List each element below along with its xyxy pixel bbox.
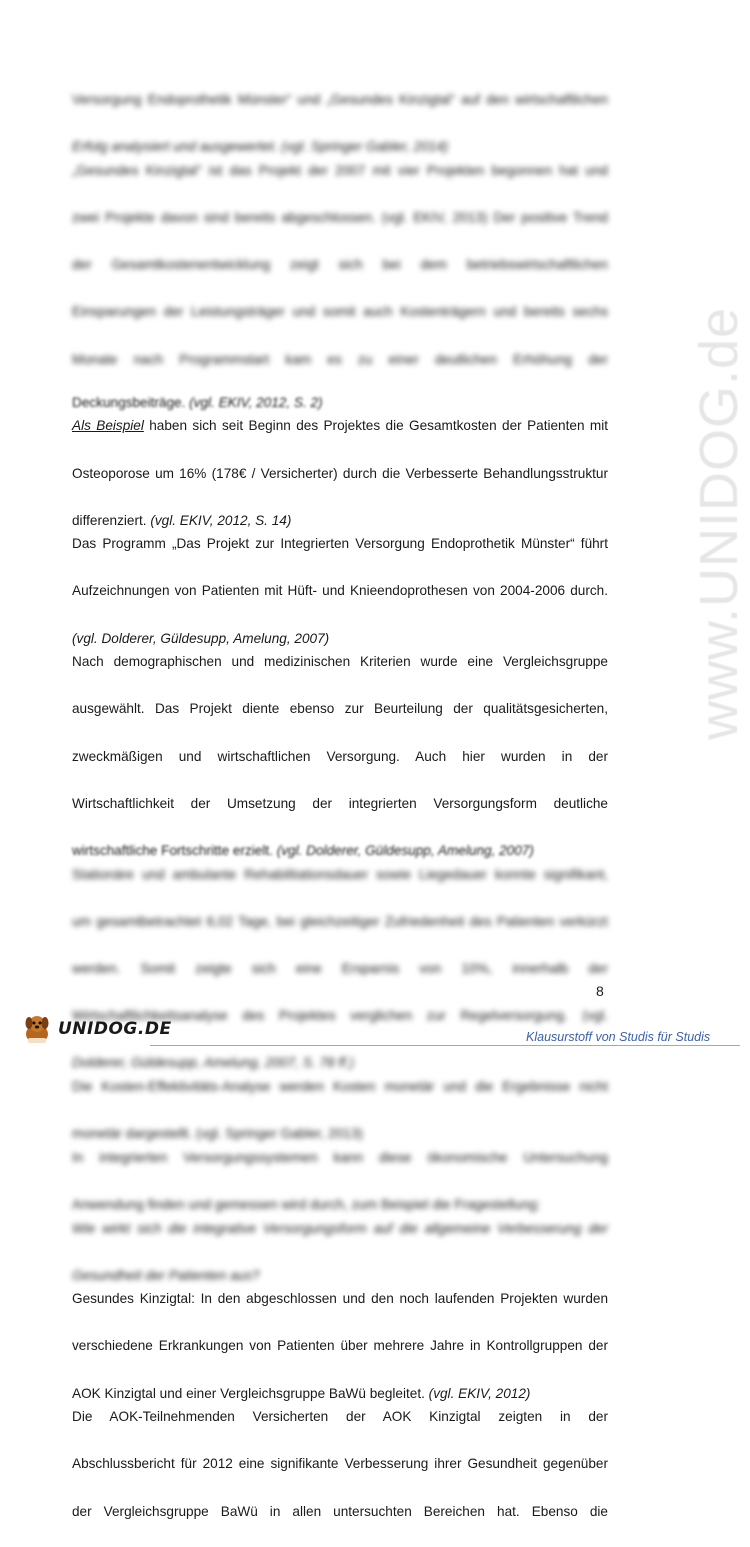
text-line: verschiedene Erkrankungen von Patienten über mehrere Jahre in Kontrollgruppen der (72, 1338, 608, 1354)
citation: (vgl. Dolderer, Güldesupp, Amelung, 2007) (72, 630, 330, 646)
text-line: Die AOK-Teilnehmenden Versicherten der AOK Kinzigtal zeigten in der (72, 1409, 608, 1425)
blurred-line: Wie wirkt sich die integrative Versorgungsform auf die allgemeine Verbesserung der (72, 1220, 608, 1236)
footer-tagline: Klausurstoff von Studis für Studis (526, 1030, 711, 1044)
text-line: der Vergleichsgruppe BaWü in allen untersuchten Bereichen hat. Ebenso die (72, 1503, 608, 1519)
blurred-line: Anwendung finden und gemessen wird durch, zum Beispiel die Fragestellung: (72, 1196, 541, 1212)
citation: (vgl. EKIV, 2012, S. 14) (150, 512, 292, 528)
blurred-line: Einsparungen der Leistungsträger und somit auch Kostenträgern und bereits sechs (72, 304, 608, 320)
blurred-line: Monate nach Programmstart kam es zu einer deutlichen Erhöhung der (72, 351, 608, 367)
citation: (vgl. EKIV, 2012) (428, 1385, 531, 1401)
text-line: ausgewählt. Das Projekt diente ebenso zur Beurteilung der qualitätsgesicherten, (72, 701, 608, 717)
dog-icon (20, 1012, 54, 1046)
blurred-line: monetär dargestellt. (vgl. Springer Gabler, 2013) (72, 1126, 363, 1142)
blurred-line: Wirtschaftlichkeitsanalyse des Projektes verglichen zur Regelversorgung. (vgl. (72, 1008, 608, 1024)
paragraph-programm (72, 532, 608, 650)
unidog-logo (20, 1012, 172, 1046)
blurred-section-middle (72, 863, 608, 1288)
blurred-section-top (72, 88, 608, 395)
blurred-line: der Gesamtkostenentwicklung zeigt sich bei dem betriebswirtschaftlichen (72, 257, 608, 273)
logo-text: UNIDOG.DE (58, 1019, 172, 1039)
paragraph-beispiel (72, 414, 608, 532)
deckung-text: Deckungsbeiträge. (72, 394, 190, 410)
text-line: Gesundes Kinzigtal: In den abgeschlossen und den noch laufenden Projekten wurden (72, 1291, 608, 1307)
citation: (vgl. EKIV, 2012, S. 2) (189, 394, 323, 410)
text-line: haben sich seit Beginn des Projektes die Gesamtkosten der Patienten mit (143, 418, 609, 434)
paragraph-demographisch (72, 650, 608, 862)
blurred-line: Dolderer, Güldesupp, Amelung, 2007, S. 78 ff.) (72, 1055, 355, 1071)
text-line: wirtschaftliche Fortschritte erzielt. (72, 843, 277, 858)
blurred-line: werden. Somit zeigte sich eine Ersparnis von 10%, innerhalb der (72, 960, 608, 976)
watermark: www.UNIDOG.de (689, 306, 749, 740)
text-line: Aufzeichnungen von Patienten mit Hüft- und Knieendoprothesen von 2004-2006 durch. (72, 583, 608, 599)
citation: (vgl. Dolderer, Güldesupp, Amelung, 2007) (276, 843, 534, 858)
page-number: 8 (596, 983, 604, 999)
text-line: Wirtschaftlichkeit der Umsetzung der integrierten Versorgungsform deutliche (72, 795, 608, 811)
als-beispiel-link[interactable]: Als Beispiel (72, 418, 144, 434)
text-line: Abschlussbericht für 2012 eine signifikante Verbesserung ihrer Gesundheit gegenüber (72, 1456, 608, 1472)
blurred-line: zwei Projekte davon sind bereits abgeschlossen. (vgl. EKIV, 2013) Der positive Trend (72, 209, 608, 225)
paragraph-kinzigtal (72, 1287, 608, 1405)
text-line: zweckmäßigen und wirtschaftlichen Versorgung. Auch hier wurden in der (72, 748, 608, 764)
blurred-line: Stationäre und ambulante Rehabilitationsdauer sowie Liegedauer konnte signifikant, (72, 866, 608, 882)
blurred-line: um gesamtbetrachtet 6,02 Tage, bei gleichzeitiger Zufriedenheit des Patienten verkürzt (72, 913, 608, 929)
blurred-line: Die Kosten-Effektivitäts-Analyse werden Kosten monetär und die Ergebnisse nicht (72, 1078, 608, 1094)
blurred-line: Gesundheit der Patienten aus? (72, 1267, 260, 1283)
paragraph-aok (72, 1405, 608, 1547)
text-line: Das Programm „Das Projekt zur Integrierten Versorgung Endoprothetik Münster“ führt (72, 536, 608, 552)
text-line: differenziert. (72, 512, 151, 528)
footer-divider (150, 1045, 740, 1046)
paragraph-deckung (72, 391, 608, 415)
body-text (72, 88, 608, 1547)
blurred-line: Versorgung Endoprothetik Münster“ und „Gesundes Kinzigtal“ auf den wirtschaftlichen (72, 92, 608, 107)
text-line: Nach demographischen und medizinischen Kriterien wurde eine Vergleichsgruppe (72, 654, 608, 670)
blurred-line: Erfolg analysiert und ausgewertet. (vgl. Springer Gabler, 2014) (72, 139, 449, 155)
text-line: Osteoporose um 16% (178€ / Versicherter) durch die Verbesserte Behandlungsstruktur (72, 465, 608, 481)
blurred-line: In integrierten Versorgungssystemen kann diese ökonomische Untersuchung (72, 1149, 608, 1165)
text-line: AOK Kinzigtal und einer Vergleichsgruppe BaWü begleitet. (72, 1385, 429, 1401)
blurred-line: „Gesundes Kinzigtal“ ist das Projekt der 2007 mit vier Projekten begonnen hat und (72, 162, 608, 178)
